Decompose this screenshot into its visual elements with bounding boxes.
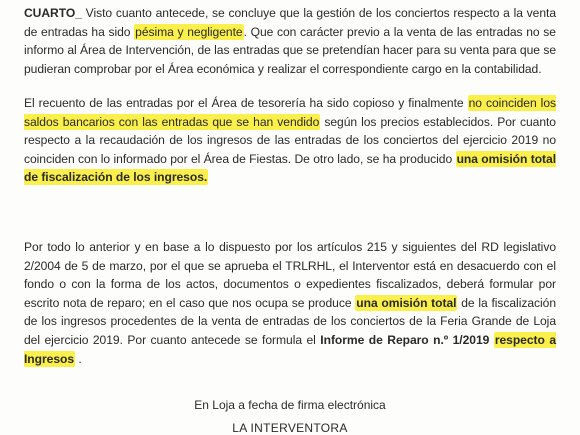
text-run: Por todo lo anterior y en base a lo dispuesto por los artículos 215 y siguientes del RD legislativo 2/2004 de 5 de marzo, por el que se aprueba el TRLRHL, el Interventor está en desacuerdo con el fondo o con la forma de los actos, documentos o expedientes fiscalizados, deberá formular por escrito nota de reparo; en el caso que nos ocupa se produce (24, 240, 556, 310)
text-run: según los precios establecidos. Por cuanto respecto a la recaudación de los ingresos de las entradas de los conciertos del ejercicio 2019 no coinciden con lo informado por el Área de Fiestas. De otro lado, se ha producido (24, 114, 556, 166)
highlighted-text: una omisión total de fiscalización de los ingresos. (24, 151, 556, 185)
signature-place: En Loja a fecha de firma electrónica (194, 398, 386, 412)
paragraph-cuarto (24, 4, 556, 78)
report-reference: Informe de Reparo n.º 1/2019 (320, 332, 490, 347)
text-run: El recuento de las entradas por el Área de tesorería ha sido copioso y finalmente (24, 96, 468, 110)
signature-role: LA INTERVENTORA (232, 421, 348, 435)
text-run: . (75, 351, 82, 366)
text-run: . Que con carácter previo a la venta de las entradas no se informo al Área de Intervención, de las entradas que se pretendían hacer para su venta para que se pudieran comprobar por el Área económica y realizar el correspondiente cargo en la contabilidad. (24, 24, 556, 76)
text-run: de la fiscalización de los ingresos procedentes de la venta de entradas de los conciertos de la Feria Grande de Loja del ejercicio 2019. Por cuanto antecede se formula el (24, 295, 556, 347)
highlighted-text: no coinciden los saldos bancarios con las entradas que se han vendido (24, 96, 556, 129)
section-label: CUARTO_ (24, 6, 82, 20)
highlighted-text: respecto a Ingresos (24, 332, 557, 366)
highlighted-text: pésima y negligente (135, 24, 243, 39)
text-run: Visto cuanto antecede, se concluye que la gestión de los conciertos respecto a la venta de entradas ha sido (24, 6, 556, 39)
paragraph-recuento (24, 94, 556, 187)
paragraph-conclusion (24, 238, 556, 368)
highlighted-text: una omisión total (356, 295, 457, 310)
